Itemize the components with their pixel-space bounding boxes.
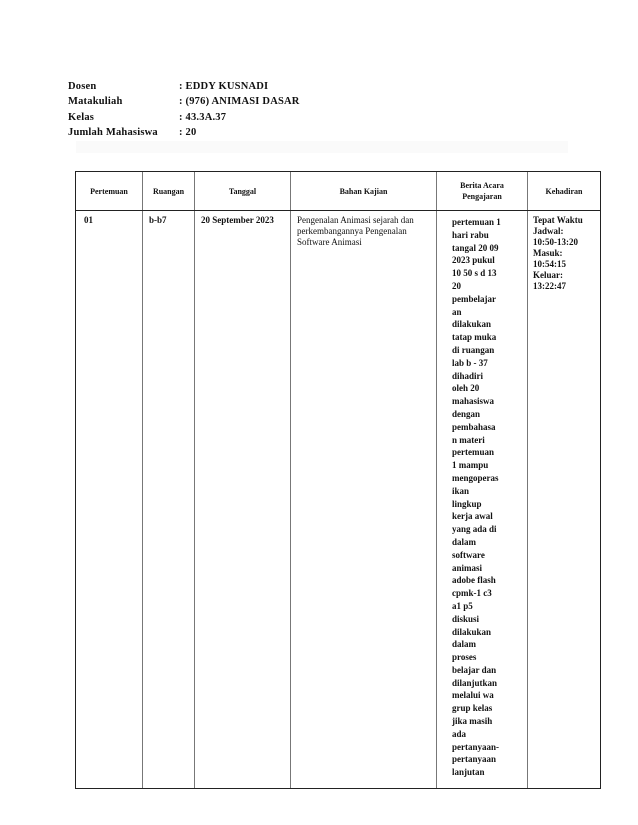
berita-acara-line: kerja awal bbox=[452, 511, 493, 522]
berita-acara-line: pertemuan bbox=[452, 447, 494, 458]
matakuliah-value: : (976) ANIMASI DASAR bbox=[179, 96, 300, 108]
dosen-row bbox=[68, 79, 300, 94]
dosen-label: Dosen bbox=[68, 81, 97, 92]
berita-acara-line: melalui wa bbox=[452, 690, 494, 701]
berita-acara-line: pembelajar bbox=[452, 293, 496, 304]
berita-acara-line: 20 bbox=[452, 280, 461, 291]
matakuliah-label: Matakuliah bbox=[68, 96, 123, 108]
cell-kehadiran bbox=[533, 215, 599, 292]
column-divider bbox=[527, 172, 528, 788]
berita-acara-line: software bbox=[452, 549, 485, 560]
berita-acara-line: di ruangan bbox=[452, 344, 495, 355]
cell-bahan-kajian: Pengenalan Animasi sejarah dan perkembangannya Pengenalan Software Animasi bbox=[297, 215, 414, 247]
header-pertemuan: Pertemuan bbox=[90, 186, 128, 196]
header-tanggal: Tanggal bbox=[228, 186, 257, 196]
header-row-divider bbox=[76, 210, 600, 211]
teaching-record-table bbox=[75, 171, 601, 789]
kehadiran-line: 10:50-13:20 bbox=[533, 237, 578, 247]
berita-acara-line: hari rabu bbox=[452, 229, 489, 240]
berita-acara-line: an bbox=[452, 306, 462, 317]
column-divider bbox=[436, 172, 437, 788]
berita-acara-line: a1 p5 bbox=[452, 600, 473, 611]
berita-acara-line: adobe flash bbox=[452, 575, 496, 586]
column-divider bbox=[194, 172, 195, 788]
cell-tanggal: 20 September 2023 bbox=[201, 215, 274, 225]
kelas-value: : 43.3A.37 bbox=[179, 111, 227, 123]
berita-acara-line: lanjutan bbox=[452, 767, 485, 778]
berita-acara-line: lab b - 37 bbox=[452, 357, 488, 368]
berita-acara-line: animasi bbox=[452, 562, 483, 573]
berita-acara-line: dengan bbox=[452, 408, 481, 419]
berita-acara-line: proses bbox=[452, 652, 477, 663]
berita-acara-line: mahasiswa bbox=[452, 396, 495, 407]
jumlah-mahasiswa-value: : 20 bbox=[179, 127, 197, 139]
berita-acara-line: pertemuan 1 bbox=[452, 217, 501, 227]
header-berita-acara: Berita Acara Pengajaran bbox=[460, 181, 504, 201]
kehadiran-line: Jadwal: bbox=[533, 226, 564, 236]
kelas-label: Kelas bbox=[68, 111, 95, 123]
berita-acara-line: 10 50 s d 13 bbox=[452, 268, 497, 279]
berita-acara-line: cpmk-1 c3 bbox=[452, 588, 492, 599]
kelas-row bbox=[68, 110, 300, 125]
cell-berita-acara bbox=[452, 216, 514, 779]
berita-acara-line: belajar dan bbox=[452, 664, 497, 675]
berita-acara-line: dihadiri bbox=[452, 370, 484, 381]
berita-acara-line: dalam bbox=[452, 536, 477, 547]
berita-acara-line: lingkup bbox=[452, 498, 482, 509]
berita-acara-line: dalam bbox=[452, 639, 477, 650]
berita-acara-line: jika masih bbox=[452, 716, 493, 727]
berita-acara-line: ada bbox=[452, 728, 467, 739]
jumlah-mahasiswa-row bbox=[68, 125, 300, 140]
header-ruangan: Ruangan bbox=[152, 186, 185, 196]
berita-acara-line: dilakukan bbox=[452, 626, 492, 637]
header-kehadiran: Kehadiran bbox=[545, 186, 583, 196]
berita-acara-line: yang ada di bbox=[452, 524, 497, 535]
berita-acara-line: dilakukan bbox=[452, 319, 492, 330]
header-bahan-kajian: Bahan Kajian bbox=[339, 186, 388, 196]
header-divider-strip bbox=[76, 141, 568, 153]
berita-acara-line: mengoperas bbox=[452, 472, 499, 483]
matakuliah-row bbox=[68, 94, 300, 109]
berita-acara-line: 2023 pukul bbox=[452, 255, 495, 266]
berita-acara-line: ikan bbox=[452, 485, 470, 496]
berita-acara-line: tangal 20 09 bbox=[452, 242, 499, 253]
berita-acara-line: tatap muka bbox=[452, 332, 497, 343]
kehadiran-line: Keluar: bbox=[533, 270, 563, 280]
berita-acara-line: pembahasa bbox=[452, 421, 496, 432]
kehadiran-line: Tepat Waktu bbox=[533, 215, 583, 225]
column-divider bbox=[142, 172, 143, 788]
berita-acara-line: pertanyaan- bbox=[452, 741, 499, 752]
kehadiran-line: 10:54:15 bbox=[533, 259, 566, 269]
cell-pertemuan: 01 bbox=[84, 215, 93, 225]
berita-acara-line: diskusi bbox=[452, 613, 480, 624]
jumlah-mahasiswa-label: Jumlah Mahasiswa bbox=[68, 127, 158, 139]
cell-ruangan: b-b7 bbox=[149, 215, 167, 225]
kehadiran-line: 13:22:47 bbox=[533, 281, 566, 291]
dosen-value: : EDDY KUSNADI bbox=[179, 81, 269, 92]
berita-acara-line: pertanyaan bbox=[452, 754, 497, 765]
berita-acara-line: oleh 20 bbox=[452, 383, 480, 394]
berita-acara-line: 1 mampu bbox=[452, 460, 489, 471]
berita-acara-line: grup kelas bbox=[452, 703, 493, 714]
kehadiran-line: Masuk: bbox=[533, 248, 563, 258]
berita-acara-line: dilanjutkan bbox=[452, 677, 498, 688]
berita-acara-line: n materi bbox=[452, 434, 485, 445]
course-info bbox=[68, 79, 300, 141]
column-divider bbox=[290, 172, 291, 788]
